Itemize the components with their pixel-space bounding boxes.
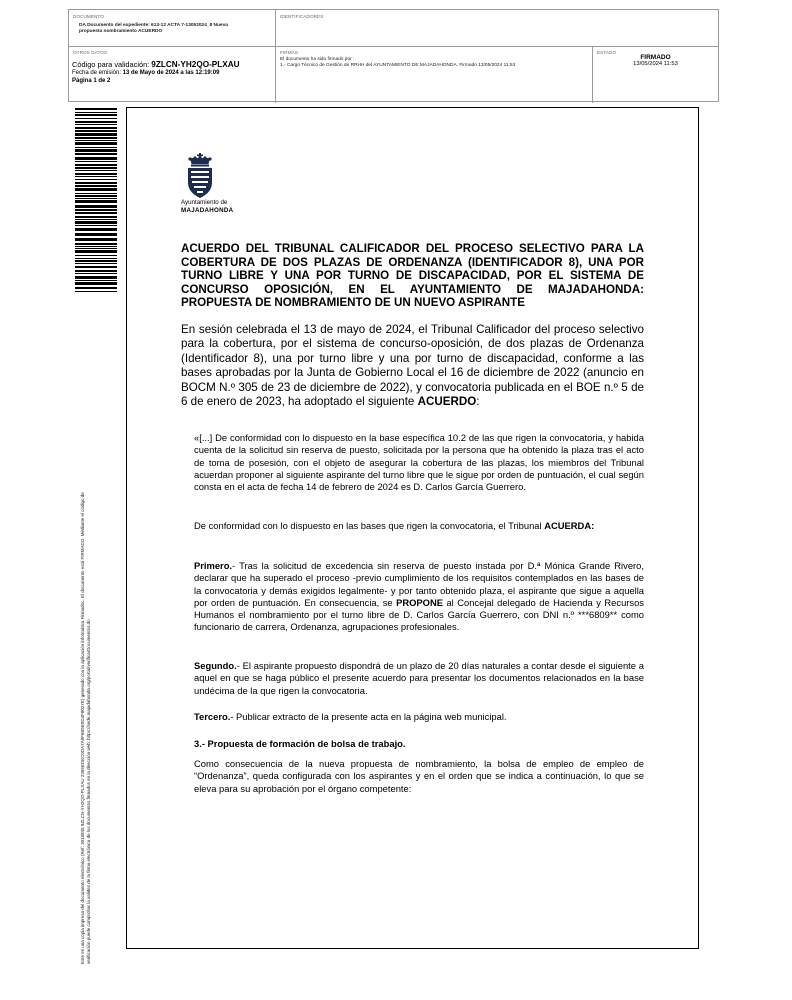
barcode-bar [75,233,117,236]
barcode-bar [75,108,117,110]
tercero-text: - Publicar extracto de la presente acta en la página web municipal. [230,711,507,722]
codigo-prefix: Código para validación: [72,60,152,69]
firmas-cell [276,46,593,103]
logo-line-2: MAJADAHONDA [181,206,234,214]
barcode-bar [75,216,117,218]
documento-line-2: propuesta nombramiento ACUERDO [79,29,163,34]
segundo-paragraph [194,660,644,697]
barcode-bar [75,147,117,148]
barcode-bar [75,280,117,281]
barcode [75,108,117,294]
barcode-bar [75,273,117,274]
barcode-bar [75,282,117,285]
document-title: ACUERDO DEL TRIBUNAL CALIFICADOR DEL PROCESO SELECTIVO PARA LA COBERTURA DE DOS PLAZAS DE ORDENANZA (IDENTIFICADOR 8), UNA POR TURNO LIBRE Y UNA POR TURNO DE DISCAPACIDAD, POR EL SISTEMA DE CONCURSO OPOSICIÓN, EN EL AYUNTAMIENTO DE MAJADAHONDA: PROPUESTA DE NOMBRAMIENTO DE UN NUEVO ASPIRANTE [181,242,644,310]
primero-label: Primero. [194,560,233,571]
barcode-bar [75,149,117,152]
otros-datos-label: OTROS DATOS [73,50,108,55]
barcode-bar [75,133,117,136]
primero-bold: PROPONE [396,596,443,608]
barcode-bar [75,246,117,247]
barcode-bar [75,209,117,211]
barcode-bar [75,170,117,171]
barcode-bar [75,291,117,292]
barcode-bar [75,153,117,155]
documento-label: DOCUMENTO [73,14,104,19]
document-header [68,9,719,102]
barcode-bar [75,127,117,129]
barcode-bar [75,225,117,226]
codigo-validacion [72,60,240,69]
barcode-bar [75,270,117,272]
firmas-line-1: El documento ha sido firmado por : [280,57,355,62]
estado-date: 13/05/2024 11:53 [633,61,678,67]
barcode-bar [75,195,117,197]
barcode-bar [75,112,117,113]
side-verification-note [80,298,92,964]
estado-value-block [593,54,718,67]
barcode-bar [75,248,117,249]
tercero-paragraph [194,711,644,723]
logo-line-1: Ayuntamiento de [181,199,228,206]
acuerda-text: De conformidad con lo dispuesto en las bases que rigen la convocatoria, el Tribunal [194,520,545,531]
barcode-bar [75,142,117,145]
intro-paragraph [181,323,644,409]
barcode-bar [75,164,117,166]
primero-text-2: al Concejal delegado de Hacienda y Recursos Humanos el nombramiento por el turno libre de D. Carlos García Guerrero, con DNI n.º ***6809** como funcionario de carrera, Ordenanza, agrupaciones profesionales. [194,596,644,633]
barcode-bar [75,161,117,162]
barcode-bar [75,188,117,191]
barcode-bar [75,287,117,289]
barcode-bar [75,121,117,123]
documento-value [79,23,228,35]
identificadores-cell [276,10,718,46]
segundo-text: - El aspirante propuesto dispondrá de un plazo de 20 días naturales a contar desde el siguiente a aquel en que se haga público el presente acuerdo para presentar los documentos relacionados en la base undécima de la que rigen la convocatoria. [194,660,644,696]
primero-paragraph [194,560,644,634]
barcode-bar [75,124,117,125]
barcode-bar [75,258,117,259]
barcode-bar [75,243,117,245]
barcode-bar [75,137,117,139]
firmas-line-2: 1.- Cargo Técnico de Gestión de RRHH del AYUNTAMIENTO DE MAJADAHONDA. Firmado 13/05/2024 11:53 [280,63,516,68]
fecha-value: 13 de Mayo de 2024 a las 12:19:09 [122,70,220,76]
quote-paragraph-1: «[...] De conformidad con lo dispuesto en la base específica 10.2 de las que rigen la convocatoria, y habida cuenta de la solicitud sin reserva de puesto, solicitada por la persona que ha obtenido la plaza tras el acto de toma de posesión, con el objeto de asegurar la cobertura de las plazas, los miembros del Tribunal acuerdan proponer al siguiente aspirante del turno libre que le sigue por orden de puntuación, el cual según consta en el acta de fecha 14 de febrero de 2024 es D. Carlos García Guerrero. [194,432,644,493]
pagina-indicator: Página 1 de 2 [72,78,111,84]
identificadores-label: IDENTIFICADORES [280,14,324,19]
side-note-line-2: verificación puede comprobar la validez de la firma electrónica de los documentos firmados en la dirección web: https://sede.majadahonda.org/portal/verificarDocumentos.do [85,619,91,964]
barcode-bar [75,193,117,194]
barcode-bar [75,205,117,208]
barcode-bar [75,260,117,262]
barcode-bar [75,173,117,175]
logo-caption [181,199,233,214]
acuerda-bold: ACUERDA: [544,520,595,531]
barcode-bar [75,212,117,214]
barcode-bar [75,200,117,203]
side-note-line-1: Este es una copia impresa del documento electrónico (Ref: 3013845 9ZLCN-YH2QO-PLXAU 2365EDEC0DA7A9F6B5E0D4F8027E) generado con la aplicación informática Firmadoc. El documento está FIRMADO. Mediante el código de [80,492,85,964]
barcode-bar [75,130,117,132]
barcode-bar [75,179,117,180]
intro-end: : [476,395,480,409]
barcode-bar [75,266,117,268]
segundo-label: Segundo. [194,660,237,671]
barcode-bar [75,263,117,264]
barcode-bar [75,228,117,231]
barcode-bar [75,176,117,177]
intro-text: En sesión celebrada el 13 de mayo de 2024, el Tribunal Calificador del proceso selectivo para la cobertura, por el sistema de concurso-oposición, de dos plazas de Ordenanza (Identificador 8), una por turno libre y una por turno de discapacidad, conforme a las bases aprobadas por la Junta de Gobierno Local el 16 de diciembre de 2022 (anuncio en BOCM N.º 305 de 23 de diciembre de 2022), y convocatoria publicada en el BOE n.º 5 de 6 de enero de 2023, ha adoptado el siguiente [181,323,644,409]
quote-paragraph-2 [194,520,644,532]
barcode-bar [75,276,117,279]
barcode-bar [75,198,117,199]
barcode-bar [75,219,117,220]
primero-text-1: - Tras la solicitud de excedencia sin reserva de puesto instada por D.ª Mónica Grande Rivero, declarar que ha superado el proceso -previo cumplimiento de los requisitos contemplados en las bases de la convocatoria y demás exigidos legalmente- y por tanto obtenido plaza, el aspirante que sigue a aquella por orden de puntuación. En consecuencia, se [194,560,644,608]
estado-value: FIRMADO [640,54,671,61]
barcode-bar [75,118,117,119]
estado-cell [593,46,718,103]
fecha-emision [72,69,240,77]
fecha-prefix: Fecha de emisión: [72,70,123,76]
estado-label: ESTADO [597,50,617,55]
otros-datos-values [72,60,240,85]
barcode-bar [75,221,117,224]
header-row-top [69,10,718,47]
barcode-bar [75,238,117,241]
tercero-label: Tercero. [194,711,231,722]
section-3-heading: 3.- Propuesta de formación de bolsa de trabajo. [194,738,406,749]
barcode-bar [75,114,117,116]
barcode-bar [75,250,117,253]
barcode-bar [75,167,117,169]
intro-bold: ACUERDO [417,395,477,409]
barcode-bar [75,255,117,256]
barcode-bar [75,185,117,187]
barcode-bar [75,182,117,184]
firmas-text [280,57,515,69]
barcode-bar [75,140,117,141]
documento-line-1: DA Documento del expediente: 613-12 ACTA 7-13052024_8 Nueva [79,23,228,28]
documento-cell [69,10,276,46]
firmas-label: FIRMAS [280,50,298,55]
codigo-value: 9ZLCN-YH2QO-PLXAU [151,60,240,69]
bolsa-paragraph: Como consecuencia de la nueva propuesta de nombramiento, la bolsa de empleo de empleo de “Ordenanza”, queda configurada con los aspirantes y en el orden que se indica a continuación, lo que se eleva para su aprobación por el órgano competente: [194,758,644,794]
barcode-bar [75,157,117,160]
